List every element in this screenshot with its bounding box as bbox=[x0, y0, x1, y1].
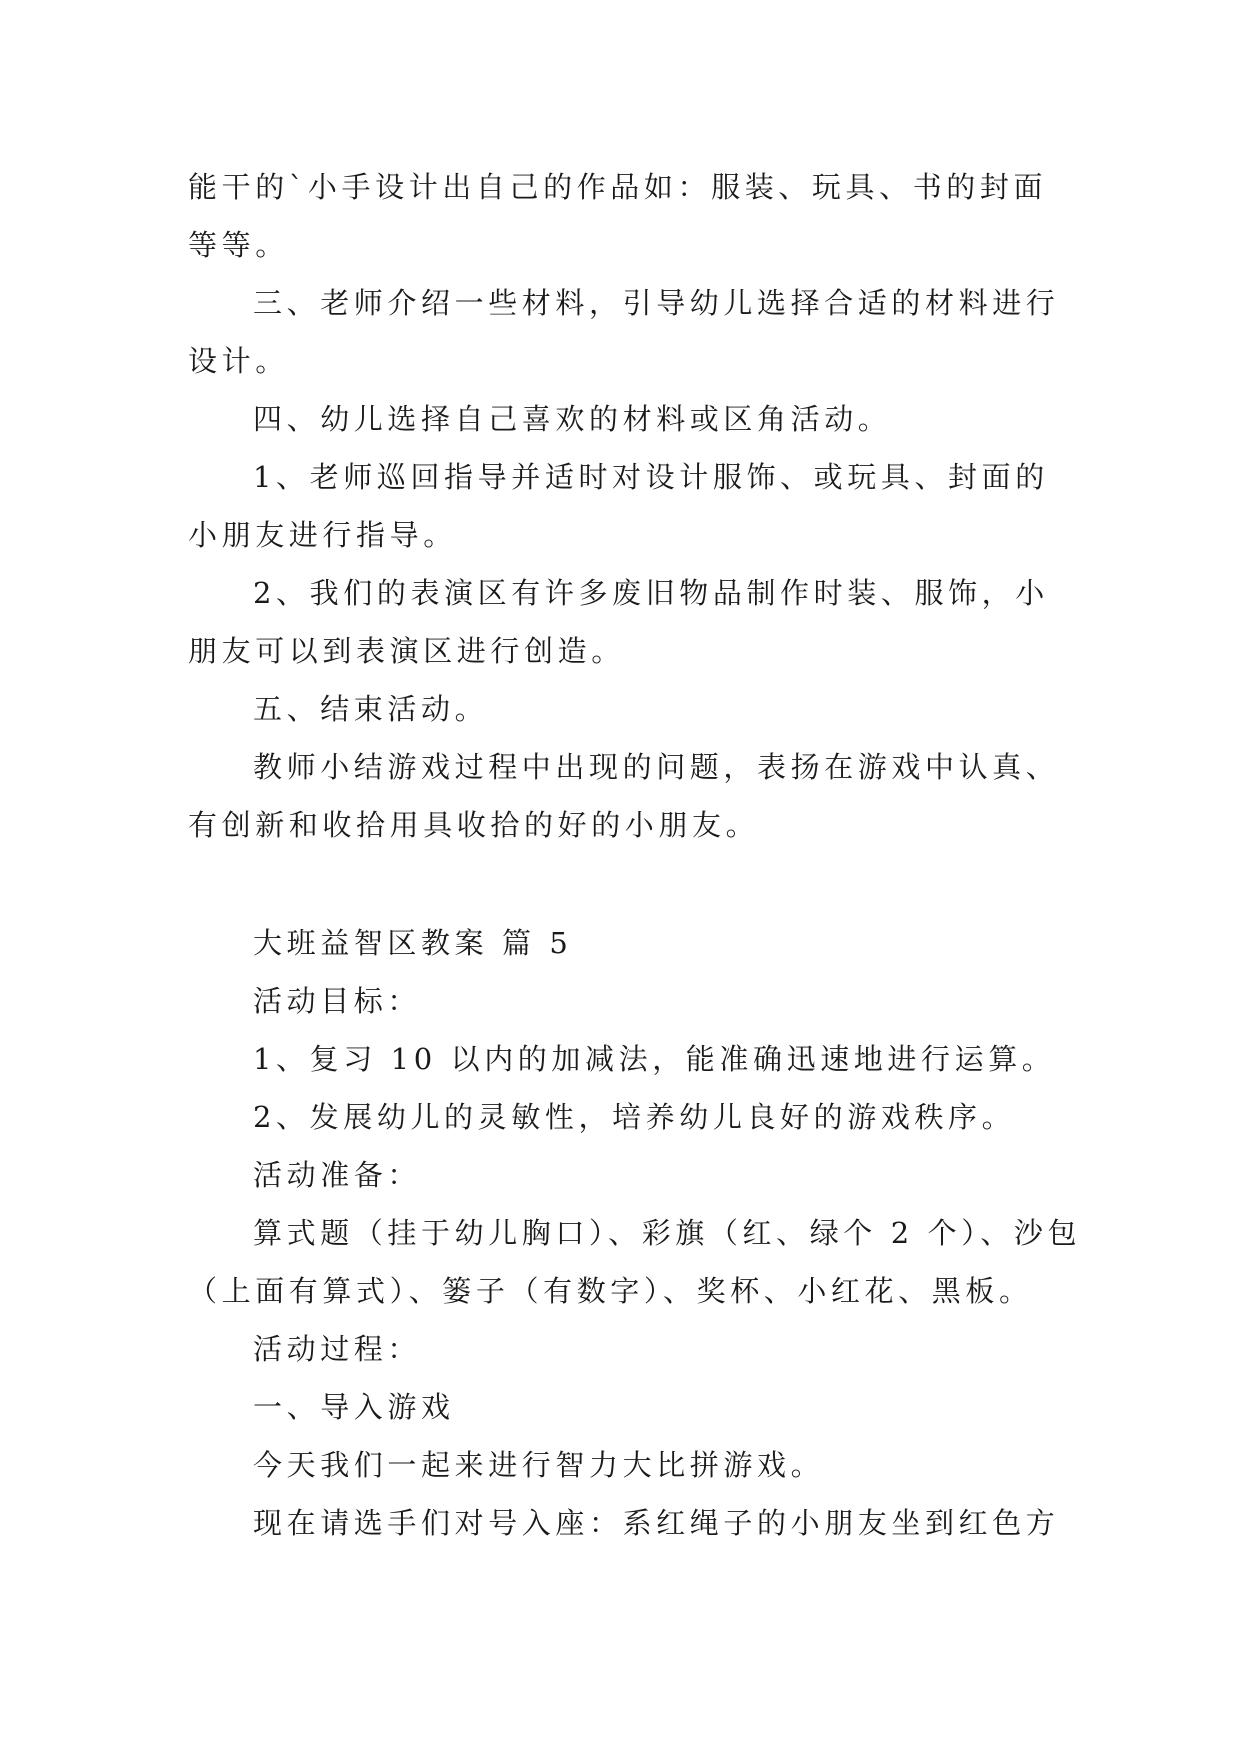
body-line-9: 朋友可以到表演区进行创造。 bbox=[188, 634, 625, 668]
body-line-21: 今天我们一起来进行智力大比拼游戏。 bbox=[253, 1448, 825, 1482]
body-line-3: 三、老师介绍一些材料，引导幼儿选择合适的材料进行 bbox=[253, 286, 1060, 320]
body-line-8: 2、我们的表演区有许多废旧物品制作时装、服饰，小 bbox=[253, 576, 1049, 610]
body-line-16: 活动准备： bbox=[253, 1158, 422, 1192]
body-line-11: 教师小结游戏过程中出现的问题，表扬在游戏中认真、 bbox=[253, 750, 1060, 784]
body-line-6: 1、老师巡回指导并适时对设计服饰、或玩具、封面的 bbox=[253, 460, 1049, 494]
body-line-19: 活动过程： bbox=[253, 1332, 422, 1366]
body-line-17: 算式题（挂于幼儿胸口）、彩旗（红、绿个 2 个）、沙包 bbox=[253, 1216, 1082, 1250]
body-line-4: 设计。 bbox=[188, 344, 289, 378]
section-heading: 大班益智区教案 篇 5 bbox=[253, 926, 573, 960]
body-line-12: 有创新和收拾用具收拾的好的小朋友。 bbox=[188, 808, 760, 842]
body-line-10: 五、结束活动。 bbox=[253, 692, 489, 726]
body-line-5: 四、幼儿选择自己喜欢的材料或区角活动。 bbox=[253, 402, 892, 436]
body-line-14: 1、复习 10 以内的加减法，能准确迅速地进行运算。 bbox=[253, 1042, 1056, 1076]
body-line-22: 现在请选手们对号入座：系红绳子的小朋友坐到红色方 bbox=[253, 1506, 1060, 1540]
body-line-18: （上面有算式）、篓子（有数字）、奖杯、小红花、黑板。 bbox=[188, 1274, 1033, 1308]
section-gap bbox=[188, 854, 1058, 914]
body-line-7: 小朋友进行指导。 bbox=[188, 518, 457, 552]
body-line-15: 2、发展幼儿的灵敏性，培养幼儿良好的游戏秩序。 bbox=[253, 1100, 1016, 1134]
body-line-2: 等等。 bbox=[188, 228, 289, 262]
body-line-20: 一、导入游戏 bbox=[253, 1390, 455, 1424]
body-line-13: 活动目标： bbox=[253, 984, 422, 1018]
body-line-1: 能干的`小手设计出自己的作品如：服装、玩具、书的封面 bbox=[188, 170, 1048, 204]
document-body bbox=[188, 158, 1082, 1552]
